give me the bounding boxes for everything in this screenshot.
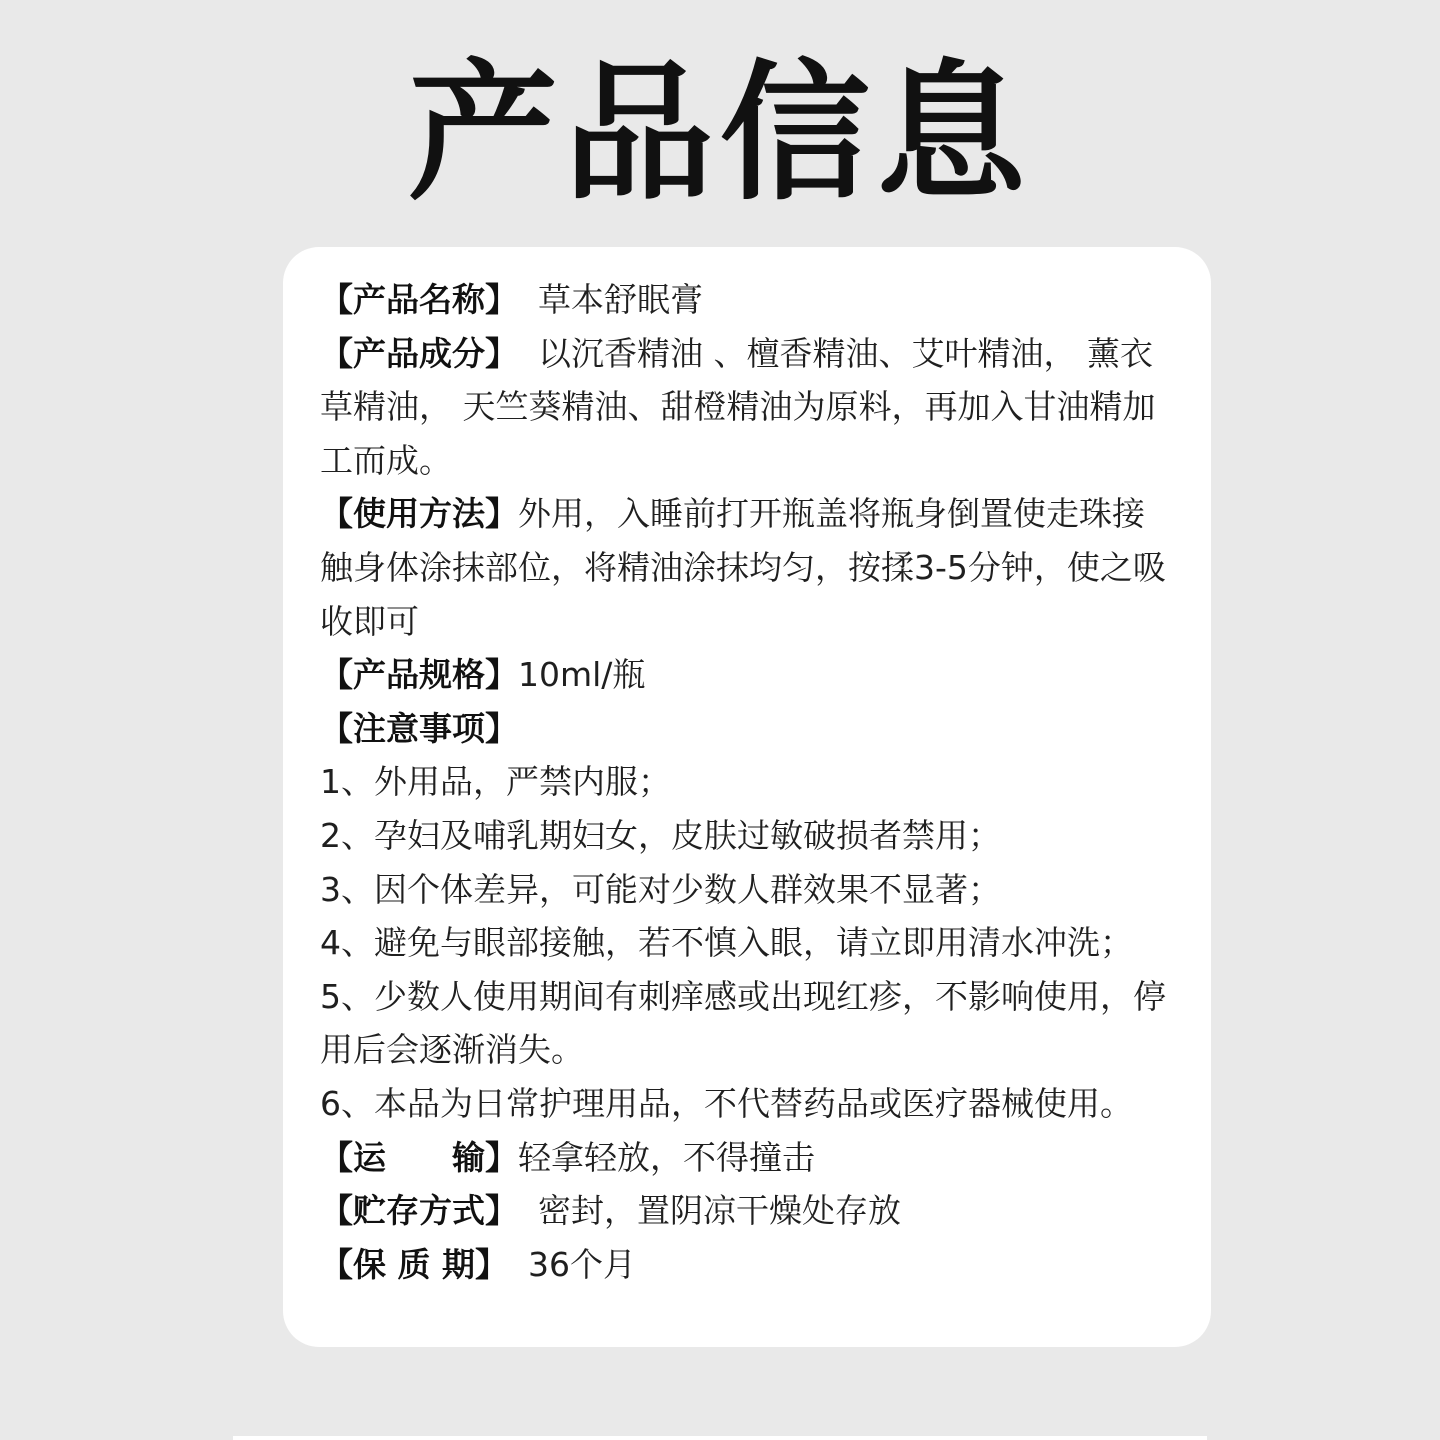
transport-label: 【运 输】 [320, 1137, 518, 1177]
product-name-row [320, 273, 1172, 327]
storage-label: 【贮存方式】 [320, 1191, 518, 1231]
usage-value: 外用，入睡前打开瓶盖将瓶身倒置使走珠接触身体涂抹部位，将精油涂抹均匀，按揉3-5分钟，使之吸收即可 [320, 494, 1166, 641]
bottom-divider [233, 1436, 1207, 1440]
note-item: 4、避免与眼部接触，若不慎入眼，请立即用清水冲洗； [320, 923, 1133, 963]
ingredients-value: 以沉香精油 、檀香精油、艾叶精油， 薰衣草精油， 天竺葵精油、甜橙精油为原料，再加入甘油精加工而成。 [320, 333, 1156, 480]
shelf-life-row [320, 1238, 1172, 1292]
spec-row [320, 648, 1172, 702]
transport-row [320, 1131, 1172, 1185]
note-item: 3、因个体差异，可能对少数人群效果不显著； [320, 869, 1001, 909]
shelf-life-value: 36个月 [527, 1244, 636, 1284]
notes-heading-row [320, 702, 1172, 756]
shelf-life-label: 【保 质 期】 [320, 1244, 508, 1284]
storage-value: 密封，置阴凉干燥处存放 [538, 1191, 901, 1231]
note-item: 5、少数人使用期间有刺痒感或出现红疹，不影响使用，停用后会逐渐消失。 [320, 976, 1166, 1070]
note-item: 6、本品为日常护理用品，不代替药品或医疗器械使用。 [320, 1083, 1133, 1123]
storage-row [320, 1184, 1172, 1238]
ingredients-row [320, 327, 1172, 488]
note-item: 1、外用品，严禁内服； [320, 762, 671, 802]
product-info-body [320, 273, 1172, 1291]
product-name-label: 【产品名称】 [320, 280, 518, 319]
transport-value: 轻拿轻放，不得撞击 [518, 1137, 815, 1177]
product-name-value: 草本舒眠膏 [538, 280, 703, 319]
page-title: 产品信息 [407, 45, 1032, 221]
usage-label: 【使用方法】 [320, 494, 518, 534]
note-item: 2、孕妇及哺乳期妇女，皮肤过敏破损者禁用； [320, 815, 1001, 855]
spec-label: 【产品规格】 [320, 655, 518, 695]
spec-value: 10ml/瓶 [518, 655, 646, 695]
ingredients-label: 【产品成分】 [320, 333, 518, 373]
notes-label: 【注意事项】 [320, 708, 518, 748]
product-info-card [283, 247, 1211, 1347]
usage-row [320, 487, 1172, 648]
